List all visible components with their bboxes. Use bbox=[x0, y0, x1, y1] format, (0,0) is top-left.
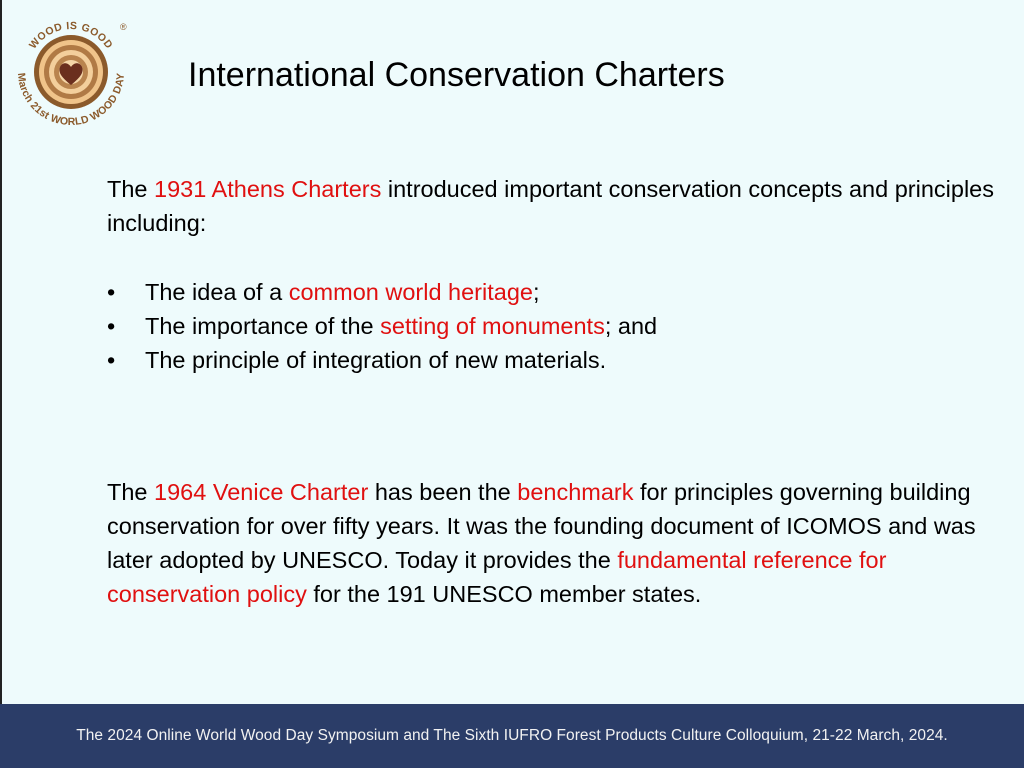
footer-text: The 2024 Online World Wood Day Symposium and The Sixth IUFRO Forest Products Culture Colloquium, 21-22 March, 2024. bbox=[76, 727, 948, 744]
registered-mark: ® bbox=[120, 22, 127, 32]
list-item bbox=[107, 343, 1007, 377]
footer-banner bbox=[0, 704, 1024, 768]
athens-charter-paragraph bbox=[107, 172, 1007, 240]
logo-bottom-text: March 21st WORLD WOOD DAY bbox=[14, 72, 128, 129]
policy-highlight: fundamental reference for conservation policy bbox=[107, 547, 887, 607]
athens-text-post: introduced important conservation concepts and principles including: bbox=[107, 176, 994, 236]
list-item bbox=[107, 275, 1007, 309]
venice-highlight: 1964 Venice Charter bbox=[154, 479, 369, 505]
bullet-icon: • bbox=[107, 347, 116, 373]
list-item-text: The idea of a common world heritage; bbox=[145, 279, 540, 305]
slide-title: International Conservation Charters bbox=[188, 56, 725, 94]
athens-highlight: 1931 Athens Charters bbox=[154, 176, 382, 202]
bullet-icon: • bbox=[107, 313, 116, 339]
list-item-text: The principle of integration of new materials. bbox=[145, 347, 607, 373]
list-item bbox=[107, 309, 1007, 343]
principles-list bbox=[107, 275, 1007, 377]
bullet-icon: • bbox=[107, 279, 116, 305]
venice-charter-paragraph: The 1964 Venice Charter has been the benchmark for principles governing building conservation for over fifty years. It was the founding document of ICOMOS and was later adopted by UNESCO. Today it provides the fundamental reference for conservation policy for the 191 UNESCO member states. bbox=[107, 479, 976, 607]
athens-text-pre: The bbox=[107, 176, 155, 202]
logo-top-text: WOOD IS GOOD bbox=[27, 19, 116, 52]
slide-left-border bbox=[0, 0, 2, 704]
world-wood-day-logo bbox=[6, 10, 136, 135]
benchmark-highlight: benchmark bbox=[517, 479, 634, 505]
list-item-text: The importance of the setting of monuments; and bbox=[145, 313, 658, 339]
